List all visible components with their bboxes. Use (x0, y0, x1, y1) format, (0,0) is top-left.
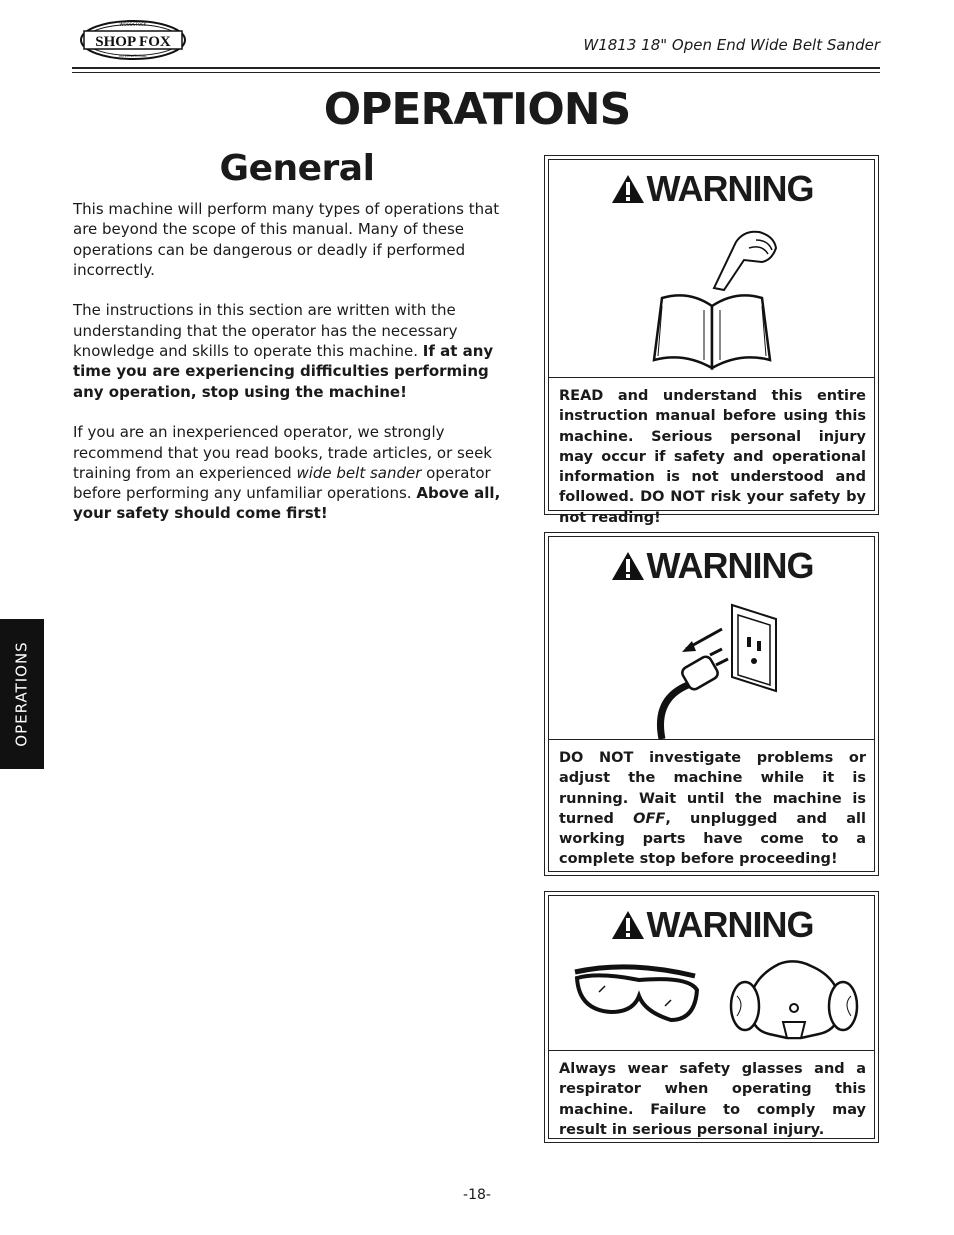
warning-box-ppe (544, 891, 879, 1143)
header-rule (72, 67, 880, 69)
warning-text: DO NOT investigate problems or adjust the machine while it is running. Wait until the machine is turned OFF, unplugged and all working parts have come to a complete stop before proceeding! (559, 750, 866, 868)
shop-fox-logo (80, 18, 190, 62)
safety-glasses-respirator-icon (569, 956, 859, 1046)
svg-text:SHOP FOX: SHOP FOX (95, 34, 171, 50)
section-side-tab: OPERATIONS (0, 619, 44, 769)
warning-title: WARNING (549, 904, 874, 946)
header-rule-thin (72, 72, 880, 73)
paragraph-1: This machine will perform many types of operations that are beyond the scope of this manual. Many of these operations can be dangerous or deadly if performed incorrectly. (73, 200, 500, 279)
warning-title: WARNING (549, 545, 874, 587)
unplug-icon (644, 599, 784, 739)
warning-title: WARNING (549, 168, 874, 210)
paragraph-2: The instructions in this section are written with the understanding that the operator has the necessary knowledge and skills to operate this machine. If at any time you are experiencing difficulties performing any operation, stop using the machine! (73, 301, 494, 401)
warning-text: Always wear safety glasses and a respirator when operating this machine. Failure to comply may result in serious personal injury. (559, 1061, 866, 1138)
body-text (73, 199, 520, 544)
section-title: General (219, 148, 375, 189)
page-number: -18- (463, 1187, 491, 1203)
paragraph-3: If you are an inexperienced operator, we strongly recommend that you read books, trade articles, or seek training from an experienced wide belt sander operator before performing any unfamiliar operations. Above all, your safety should come first! (73, 423, 501, 523)
read-manual-icon (644, 210, 784, 370)
warning-box-read-manual (544, 155, 879, 526)
warning-triangle-icon (610, 909, 646, 941)
document-title: W1813 18" Open End Wide Belt Sander (583, 36, 880, 54)
page-title: OPERATIONS (323, 84, 631, 135)
warning-triangle-icon (610, 173, 646, 205)
svg-text:WOODSTOCK: WOODSTOCK (119, 22, 147, 27)
warning-box-unplug (544, 532, 879, 876)
warning-text: READ and understand this entire instruction manual before using this machine. Serious personal injury may occur if safety and operational information is not understood and followed. DO NOT risk your safety by not reading! (559, 388, 866, 526)
svg-text:INTERNATIONAL: INTERNATIONAL (118, 54, 148, 58)
warning-triangle-icon (610, 550, 646, 582)
